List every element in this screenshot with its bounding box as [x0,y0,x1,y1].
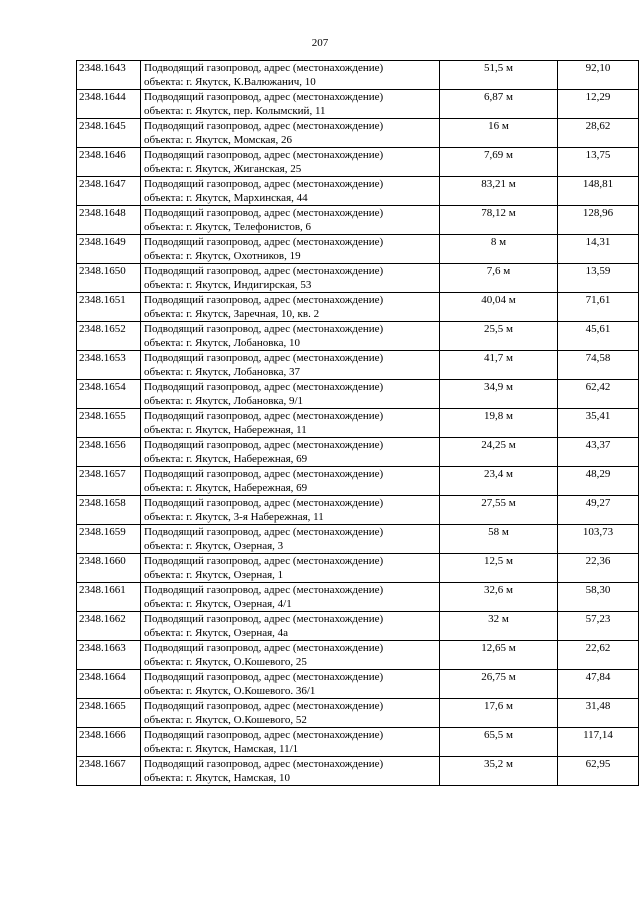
row-code: 2348.1654 [77,380,141,409]
row-code: 2348.1657 [77,467,141,496]
row-value: 103,73 [558,525,639,554]
table-row [77,293,639,322]
row-description-line1: Подводящий газопровод, адрес (местонахождение) [144,265,384,277]
table-row [77,206,639,235]
row-length: 34,9 м [440,380,558,409]
row-code: 2348.1664 [77,670,141,699]
table-row [77,728,639,757]
row-description [141,380,440,409]
row-code: 2348.1647 [77,177,141,206]
row-description-line2: объекта: г. Якутск, Мархинская, 44 [144,192,308,204]
table-row [77,322,639,351]
table-row [77,351,639,380]
table-row [77,554,639,583]
row-value: 58,30 [558,583,639,612]
row-description-line2: объекта: г. Якутск, Охотников, 19 [144,250,301,262]
row-description-line1: Подводящий газопровод, адрес (местонахождение) [144,149,384,161]
row-description-line2: объекта: г. Якутск, 3-я Набережная, 11 [144,511,324,523]
table-row [77,467,639,496]
table-row [77,177,639,206]
row-description [141,525,440,554]
row-description [141,612,440,641]
row-value: 74,58 [558,351,639,380]
row-value: 62,42 [558,380,639,409]
row-description-line1: Подводящий газопровод, адрес (местонахождение) [144,497,384,509]
table-row [77,699,639,728]
row-value: 148,81 [558,177,639,206]
row-description [141,699,440,728]
row-value: 22,62 [558,641,639,670]
row-description-line1: Подводящий газопровод, адрес (местонахождение) [144,671,384,683]
row-description-line2: объекта: г. Якутск, Жиганская, 25 [144,163,302,175]
row-description-line1: Подводящий газопровод, адрес (местонахождение) [144,439,384,451]
table-row [77,409,639,438]
row-value: 71,61 [558,293,639,322]
row-description-line2: объекта: г. Якутск, Момская, 26 [144,134,292,146]
row-description-line2: объекта: г. Якутск, Озерная, 4а [144,627,289,639]
row-description-line1: Подводящий газопровод, адрес (местонахождение) [144,555,384,567]
row-length: 17,6 м [440,699,558,728]
row-description-line1: Подводящий газопровод, адрес (местонахождение) [144,468,384,480]
row-description-line2: объекта: г. Якутск, Набережная, 69 [144,453,308,465]
row-value: 57,23 [558,612,639,641]
row-value: 14,31 [558,235,639,264]
row-value: 49,27 [558,496,639,525]
row-description-line2: объекта: г. Якутск, О.Кошевого. 36/1 [144,685,316,697]
row-value: 47,84 [558,670,639,699]
row-length: 41,7 м [440,351,558,380]
row-description-line2: объекта: г. Якутск, К.Валюжанич, 10 [144,76,316,88]
row-description-line2: объекта: г. Якутск, Лобановка, 9/1 [144,395,304,407]
row-length: 7,69 м [440,148,558,177]
row-length: 51,5 м [440,61,558,90]
row-code: 2348.1643 [77,61,141,90]
row-code: 2348.1661 [77,583,141,612]
row-description [141,235,440,264]
row-value: 128,96 [558,206,639,235]
row-description-line2: объекта: г. Якутск, Озерная, 1 [144,569,284,581]
row-description [141,177,440,206]
row-value: 28,62 [558,119,639,148]
row-description [141,641,440,670]
row-length: 16 м [440,119,558,148]
row-value: 31,48 [558,699,639,728]
row-length: 12,65 м [440,641,558,670]
table-row [77,525,639,554]
row-description-line2: объекта: г. Якутск, Озерная, 4/1 [144,598,292,610]
row-value: 35,41 [558,409,639,438]
row-description-line1: Подводящий газопровод, адрес (местонахождение) [144,294,384,306]
row-code: 2348.1651 [77,293,141,322]
row-length: 83,21 м [440,177,558,206]
row-length: 12,5 м [440,554,558,583]
row-description [141,554,440,583]
row-description [141,670,440,699]
row-description-line2: объекта: г. Якутск, Телефонистов, 6 [144,221,312,233]
table-row [77,61,639,90]
row-value: 13,59 [558,264,639,293]
row-description-line1: Подводящий газопровод, адрес (местонахождение) [144,584,384,596]
page-number: 207 [311,37,329,49]
table-row [77,583,639,612]
table-row [77,438,639,467]
row-description-line1: Подводящий газопровод, адрес (местонахождение) [144,62,384,74]
row-length: 32 м [440,612,558,641]
row-description-line2: объекта: г. Якутск, Индигирская, 53 [144,279,312,291]
row-description-line2: объекта: г. Якутск, Лобановка, 37 [144,366,300,378]
row-length: 25,5 м [440,322,558,351]
row-description [141,467,440,496]
row-description-line2: объекта: г. Якутск, О.Кошевого, 52 [144,714,307,726]
table-row [77,757,639,786]
row-description-line2: объекта: г. Якутск, Намская, 10 [144,772,290,784]
row-description-line2: объекта: г. Якутск, Набережная, 69 [144,482,308,494]
table-row [77,641,639,670]
row-description [141,583,440,612]
row-description-line1: Подводящий газопровод, адрес (местонахождение) [144,120,384,132]
table-row [77,235,639,264]
table-row [77,119,639,148]
row-code: 2348.1656 [77,438,141,467]
table-row [77,612,639,641]
row-code: 2348.1667 [77,757,141,786]
row-value: 48,29 [558,467,639,496]
row-description [141,409,440,438]
row-value: 22,36 [558,554,639,583]
row-description-line1: Подводящий газопровод, адрес (местонахождение) [144,410,384,422]
row-description [141,206,440,235]
row-code: 2348.1650 [77,264,141,293]
row-length: 8 м [440,235,558,264]
row-description-line2: объекта: г. Якутск, Заречная, 10, кв. 2 [144,308,320,320]
row-description-line1: Подводящий газопровод, адрес (местонахождение) [144,729,384,741]
row-description [141,119,440,148]
row-description [141,293,440,322]
table-row [77,380,639,409]
row-code: 2348.1655 [77,409,141,438]
row-description-line1: Подводящий газопровод, адрес (местонахождение) [144,323,384,335]
row-description [141,148,440,177]
row-description-line1: Подводящий газопровод, адрес (местонахождение) [144,613,384,625]
row-code: 2348.1660 [77,554,141,583]
row-description [141,728,440,757]
row-length: 35,2 м [440,757,558,786]
row-length: 32,6 м [440,583,558,612]
row-code: 2348.1652 [77,322,141,351]
row-description-line2: объекта: г. Якутск, Намская, 11/1 [144,743,299,755]
row-description-line1: Подводящий газопровод, адрес (местонахождение) [144,236,384,248]
row-code: 2348.1659 [77,525,141,554]
row-description-line1: Подводящий газопровод, адрес (местонахождение) [144,758,384,770]
row-length: 24,25 м [440,438,558,467]
row-description-line2: объекта: г. Якутск, Озерная, 3 [144,540,284,552]
table-row [77,90,639,119]
row-code: 2348.1665 [77,699,141,728]
row-description [141,496,440,525]
row-description-line1: Подводящий газопровод, адрес (местонахождение) [144,381,384,393]
row-description-line1: Подводящий газопровод, адрес (местонахождение) [144,91,384,103]
row-length: 27,55 м [440,496,558,525]
table-row [77,264,639,293]
row-code: 2348.1653 [77,351,141,380]
row-value: 92,10 [558,61,639,90]
row-value: 117,14 [558,728,639,757]
row-description-line2: объекта: г. Якутск, О.Кошевого, 25 [144,656,307,668]
row-code: 2348.1644 [77,90,141,119]
row-description [141,322,440,351]
row-code: 2348.1662 [77,612,141,641]
row-description-line1: Подводящий газопровод, адрес (местонахождение) [144,207,384,219]
row-value: 45,61 [558,322,639,351]
asset-table-body [77,61,639,786]
row-description-line1: Подводящий газопровод, адрес (местонахождение) [144,642,384,654]
row-value: 62,95 [558,757,639,786]
row-length: 78,12 м [440,206,558,235]
row-value: 13,75 [558,148,639,177]
row-description-line1: Подводящий газопровод, адрес (местонахождение) [144,526,384,538]
row-length: 40,04 м [440,293,558,322]
row-value: 43,37 [558,438,639,467]
row-description [141,264,440,293]
row-value: 12,29 [558,90,639,119]
row-length: 7,6 м [440,264,558,293]
row-length: 58 м [440,525,558,554]
row-description [141,757,440,786]
row-length: 23,4 м [440,467,558,496]
asset-table [76,60,639,786]
row-code: 2348.1648 [77,206,141,235]
row-description-line2: объекта: г. Якутск, Набережная, 11 [144,424,307,436]
row-length: 6,87 м [440,90,558,119]
row-description-line1: Подводящий газопровод, адрес (местонахождение) [144,352,384,364]
row-code: 2348.1645 [77,119,141,148]
row-description-line1: Подводящий газопровод, адрес (местонахождение) [144,178,384,190]
row-description-line2: объекта: г. Якутск, Лобановка, 10 [144,337,300,349]
row-description [141,438,440,467]
table-row [77,148,639,177]
row-description [141,61,440,90]
row-code: 2348.1666 [77,728,141,757]
row-description-line1: Подводящий газопровод, адрес (местонахождение) [144,700,384,712]
row-code: 2348.1649 [77,235,141,264]
row-code: 2348.1663 [77,641,141,670]
row-description-line2: объекта: г. Якутск, пер. Колымский, 11 [144,105,326,117]
row-length: 19,8 м [440,409,558,438]
row-code: 2348.1658 [77,496,141,525]
row-description [141,351,440,380]
row-length: 26,75 м [440,670,558,699]
table-row [77,496,639,525]
row-code: 2348.1646 [77,148,141,177]
row-length: 65,5 м [440,728,558,757]
table-row [77,670,639,699]
row-description [141,90,440,119]
